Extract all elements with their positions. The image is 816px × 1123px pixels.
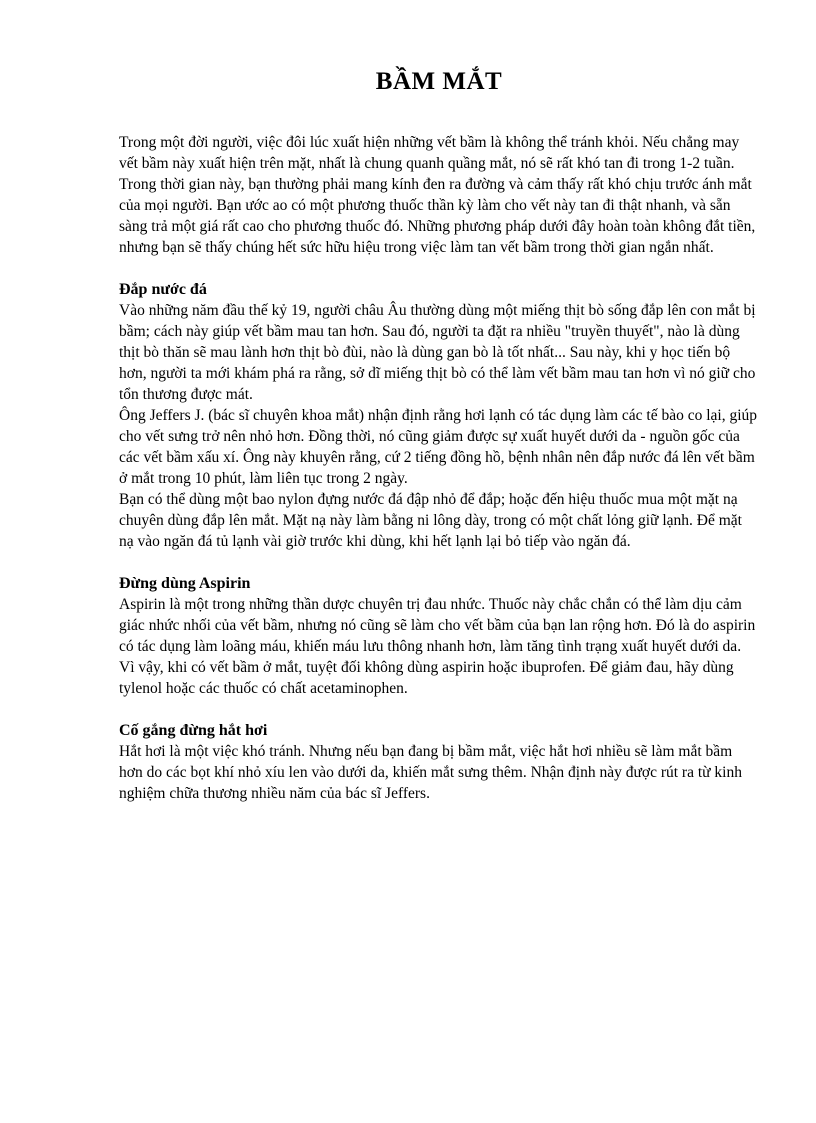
document-page — [119, 62, 759, 804]
section-aspirin-paragraph-1: Aspirin là một trong những thần dược chuyên trị đau nhức. Thuốc này chắc chắn có thể làm dịu cảm giác nhức nhối của vết bầm, nhưng nó cũng sẽ làm cho vết bầm của bạn lan rộng hơn. Đó là do aspirin có tác dụng làm loãng máu, khiến máu lưu thông nhanh hơn, làm tăng tình trạng xuất huyết dưới da. — [119, 596, 756, 655]
section-heading-sneeze: Cố gắng đừng hắt hơi — [119, 722, 268, 739]
section-heading-ice: Đắp nước đá — [119, 281, 207, 298]
intro-paragraph: Trong một đời người, việc đôi lúc xuất hiện những vết bầm là không thể tránh khỏi. Nếu chẳng may vết bầm này xuất hiện trên mặt, nhất là chung quanh quầng mắt, nó sẽ rất khó tan đi trong 1-2 tuần. Trong thời gian này, bạn thường phải mang kính đen ra đường và cảm thấy rất khó chịu trước ánh mắt của mọi người. Bạn ước ao có một phương thuốc thần kỳ làm cho vết này tan đi thật nhanh, và sẵn sàng trả một giá rất cao cho phương thuốc đó. Những phương pháp dưới đây hoàn toàn không đắt tiền, nhưng bạn sẽ thấy chúng hết sức hữu hiệu trong việc làm tan vết bầm trong thời gian ngắn nhất. — [119, 134, 756, 256]
document-title: BẦM MẮT — [375, 68, 503, 95]
section-sneeze — [119, 720, 759, 804]
intro-section — [119, 132, 759, 258]
section-aspirin-paragraph-2: Vì vậy, khi có vết bầm ở mắt, tuyệt đối không dùng aspirin hoặc ibuprofen. Để giảm đau, hãy dùng tylenol hoặc các thuốc có chất acetaminophen. — [119, 659, 734, 697]
section-heading-aspirin: Đừng dùng Aspirin — [119, 575, 251, 592]
section-ice — [119, 279, 759, 552]
section-ice-paragraph-1: Vào những năm đầu thế kỷ 19, người châu Âu thường dùng một miếng thịt bò sống đắp lên con mắt bị bầm; cách này giúp vết bầm mau tan hơn. Sau đó, người ta đặt ra nhiều "truyền thuyết", nào là dùng thịt bò thăn sẽ mau lành hơn thịt bò đùi, nào là dùng gan bò là tốt nhất... Sau này, khi y học tiến bộ hơn, người ta mới khám phá ra rằng, sở dĩ miếng thịt bò có thể làm vết bầm mau tan hơn vì nó giữ cho tổn thương được mát. — [119, 302, 756, 403]
section-aspirin — [119, 573, 759, 699]
section-ice-paragraph-2: Ông Jeffers J. (bác sĩ chuyên khoa mắt) nhận định rằng hơi lạnh có tác dụng làm các tế bào co lại, giúp cho vết sưng trở nên nhỏ hơn. Đồng thời, nó cũng giảm được sự xuất huyết dưới da - nguồn gốc của các vết bầm xấu xí. Ông này khuyên rằng, cứ 2 tiếng đồng hồ, bệnh nhân nên đắp nước đá lên vết bầm ở mắt trong 10 phút, làm liên tục trong 2 ngày. — [119, 407, 758, 487]
section-ice-paragraph-3: Bạn có thể dùng một bao nylon đựng nước đá đập nhỏ để đắp; hoặc đến hiệu thuốc mua một mặt nạ chuyên dùng đắp lên mắt. Mặt nạ này làm bằng ni lông dày, trong có một chất lỏng giữ lạnh. Để mặt nạ vào ngăn đá tủ lạnh vài giờ trước khi dùng, khi hết lạnh lại bỏ tiếp vào ngăn đá. — [119, 491, 742, 550]
section-sneeze-paragraph-1: Hắt hơi là một việc khó tránh. Nhưng nếu bạn đang bị bầm mắt, việc hắt hơi nhiều sẽ làm mắt bầm hơn do các bọt khí nhỏ xíu len vào dưới da, khiến mắt sưng thêm. Nhận định này được rút ra từ kinh nghiệm chữa thương nhiều năm của bác sĩ Jeffers. — [119, 743, 742, 802]
